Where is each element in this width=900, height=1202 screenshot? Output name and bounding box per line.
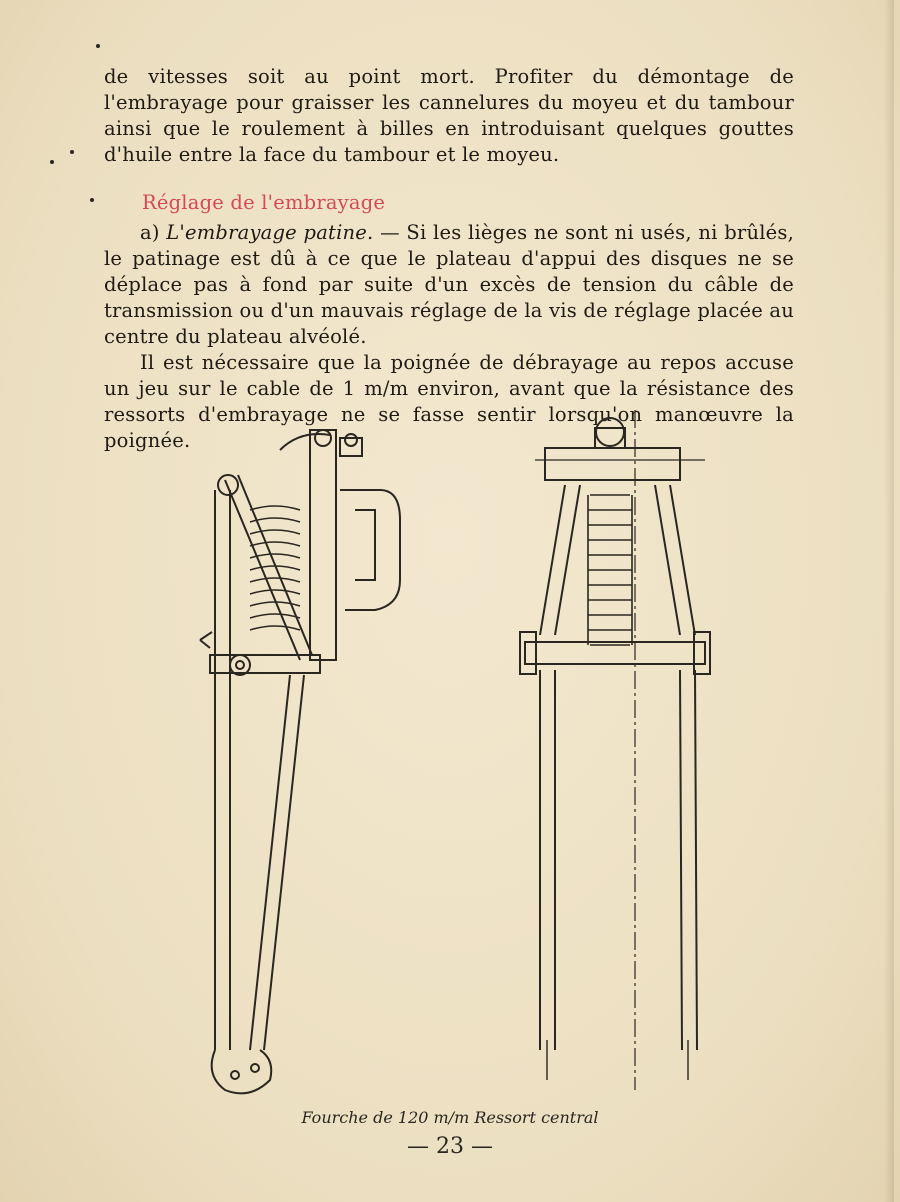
- paragraph-clutch-disassembly: de vitesses soit au point mort. Profiter du démontage de l'embrayage pour graisser les cannelures du moyeu et du tambour ainsi que le roulement à billes en introduisant quelques gouttes d'huile entre la face du tambour et le moyeu.: [104, 65, 794, 166]
- paragraph-clutch-slipping: [104, 220, 794, 350]
- body-text: [104, 64, 794, 454]
- item-title: L'embrayage patine.: [166, 221, 374, 244]
- margin-mark: [90, 198, 94, 202]
- margin-mark: [96, 44, 100, 48]
- margin-mark: [50, 160, 54, 164]
- paragraph-lever-play: Il est nécessaire que la poignée de débrayage au repos accuse un jeu sur le cable de 1 m/m environ, avant que la résistance des ressorts d'embrayage ne se fasse sentir lorsqu'on manœuvre la poignée.: [104, 351, 794, 452]
- margin-mark: [70, 150, 74, 154]
- section-heading-clutch-adjustment: Réglage de l'embrayage: [142, 191, 386, 214]
- item-marker: a): [140, 221, 167, 244]
- fork-technical-drawing: [180, 400, 740, 1100]
- figure-caption: Fourche de 120 m/m Ressort central: [301, 1108, 599, 1127]
- page-number: — 23 —: [407, 1134, 493, 1159]
- item-body: — Si les lièges ne sont ni usés, ni brûlés, le patinage est dû à ce que le plateau d'appui des disques ne se déplace pas à fond par suite d'un excès de tension du câble de transmission ou d'un mauvais réglage de la vis de réglage placée au centre du plateau alvéolé.: [104, 221, 794, 348]
- fork-front-view: [520, 410, 710, 1090]
- page-crease-shadow: [884, 0, 894, 1202]
- fork-side-view: [200, 430, 400, 1093]
